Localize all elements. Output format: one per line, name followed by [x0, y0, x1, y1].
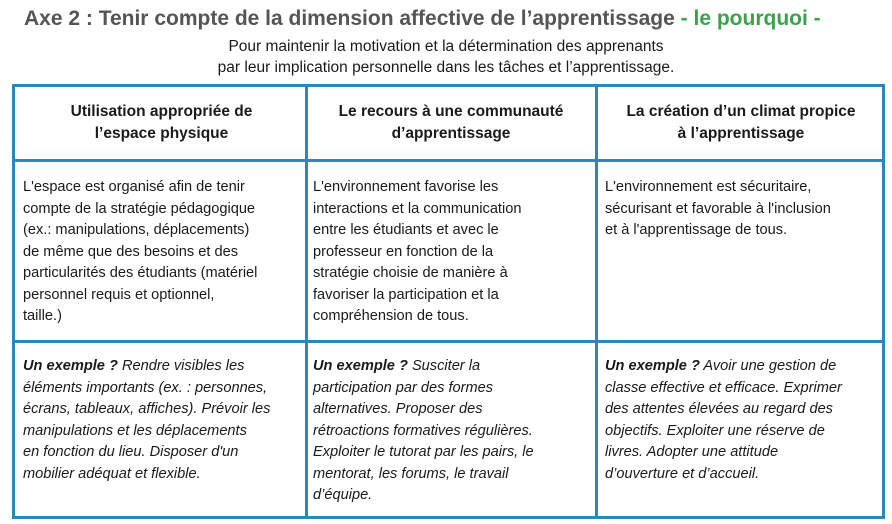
example-line: Rendre visibles les [121, 358, 245, 374]
example-line: éléments importants (ex. : personnes, [23, 379, 268, 396]
heading-line: Utilisation appropriée de [70, 103, 253, 120]
description-line: professeur en fonction de la [313, 243, 494, 260]
description-line: compte de la stratégie pédagogique [23, 200, 256, 217]
example-line: Susciter la [411, 358, 481, 374]
example-line: écrans, tableaux, affiches). Prévoir les [23, 401, 271, 417]
title-text: Axe 2 : Tenir compte de la dimension affective de l’apprentissage [24, 7, 675, 30]
column-heading-espace [23, 101, 300, 145]
example-line: rétroactions formatives régulières. [313, 422, 533, 439]
description-line: L'environnement est sécuritaire, [605, 179, 812, 195]
example-line: mentorat, les forums, le travail [313, 465, 509, 482]
row-divider [15, 159, 882, 162]
column-divider [305, 87, 308, 516]
description-line: L'espace est organisé afin de tenir [23, 179, 245, 195]
description-line: (ex.: manipulations, déplacements) [23, 222, 250, 238]
subtitle-line-2: par leur implication personnelle dans les tâches et l’apprentissage. [217, 59, 675, 76]
example-line: Exploiter le tutorat par les pairs, le [313, 444, 534, 460]
example-line: d’équipe. [313, 487, 373, 503]
example-line: Avoir une gestion de [703, 358, 837, 374]
example-label: Un exemple ? [313, 358, 408, 374]
example-line: alternatives. Proposer des [313, 401, 483, 417]
column-divider [595, 87, 598, 516]
description-line: interactions et la communication [313, 200, 522, 217]
example-line: des attentes élevées au regard des [605, 401, 833, 417]
heading-line: Le recours à une communauté [338, 103, 564, 120]
description-communaute [313, 177, 591, 328]
description-line: stratégie choisie de manière à [313, 265, 508, 281]
example-line: en fonction du lieu. Disposer d'un [23, 444, 239, 460]
description-line: L'environnement favorise les [313, 179, 499, 195]
column-heading-communaute [311, 101, 591, 145]
heading-line: d’apprentissage [391, 125, 511, 142]
row-divider [15, 340, 882, 343]
example-communaute [313, 356, 591, 507]
heading-line: l’espace physique [94, 125, 229, 142]
subtitle-line-1: Pour maintenir la motivation et la détermination des apprenants [228, 38, 664, 55]
description-line: favoriser la participation et la [313, 286, 499, 303]
example-line: livres. Adopter une attitude [605, 444, 779, 460]
example-label: Un exemple ? [23, 358, 118, 374]
heading-line: La création d’un climat propice [626, 103, 856, 120]
description-climat [605, 177, 880, 242]
example-line: participation par des formes [313, 379, 494, 396]
description-line: particularités des étudiants (matériel [23, 265, 258, 281]
description-espace [23, 177, 303, 328]
description-line: compréhension de tous. [313, 308, 469, 324]
example-line: manipulations et les déplacements [23, 422, 247, 439]
description-line: de même que des besoins et des [23, 243, 238, 260]
page-title [24, 7, 821, 31]
example-line: d’ouverture et d’accueil. [605, 465, 760, 482]
title-accent: - le pourquoi - [680, 7, 821, 30]
example-line: mobilier adéquat et flexible. [23, 465, 201, 482]
heading-line: à l’apprentissage [677, 125, 805, 142]
example-line: objectifs. Exploiter une réserve de [605, 422, 825, 439]
example-label: Un exemple ? [605, 358, 700, 374]
example-climat [605, 356, 880, 485]
example-espace [23, 356, 303, 485]
description-line: sécurisant et favorable à l'inclusion [605, 200, 831, 217]
description-line: et à l'apprentissage de tous. [605, 222, 788, 238]
description-line: taille.) [23, 308, 62, 324]
description-line: personnel requis et optionnel, [23, 286, 215, 303]
column-heading-climat [601, 101, 881, 145]
description-line: entre les étudiants et avec le [313, 222, 499, 238]
example-line: classe effective et efficace. Exprimer [605, 379, 842, 396]
content-table [12, 84, 885, 519]
